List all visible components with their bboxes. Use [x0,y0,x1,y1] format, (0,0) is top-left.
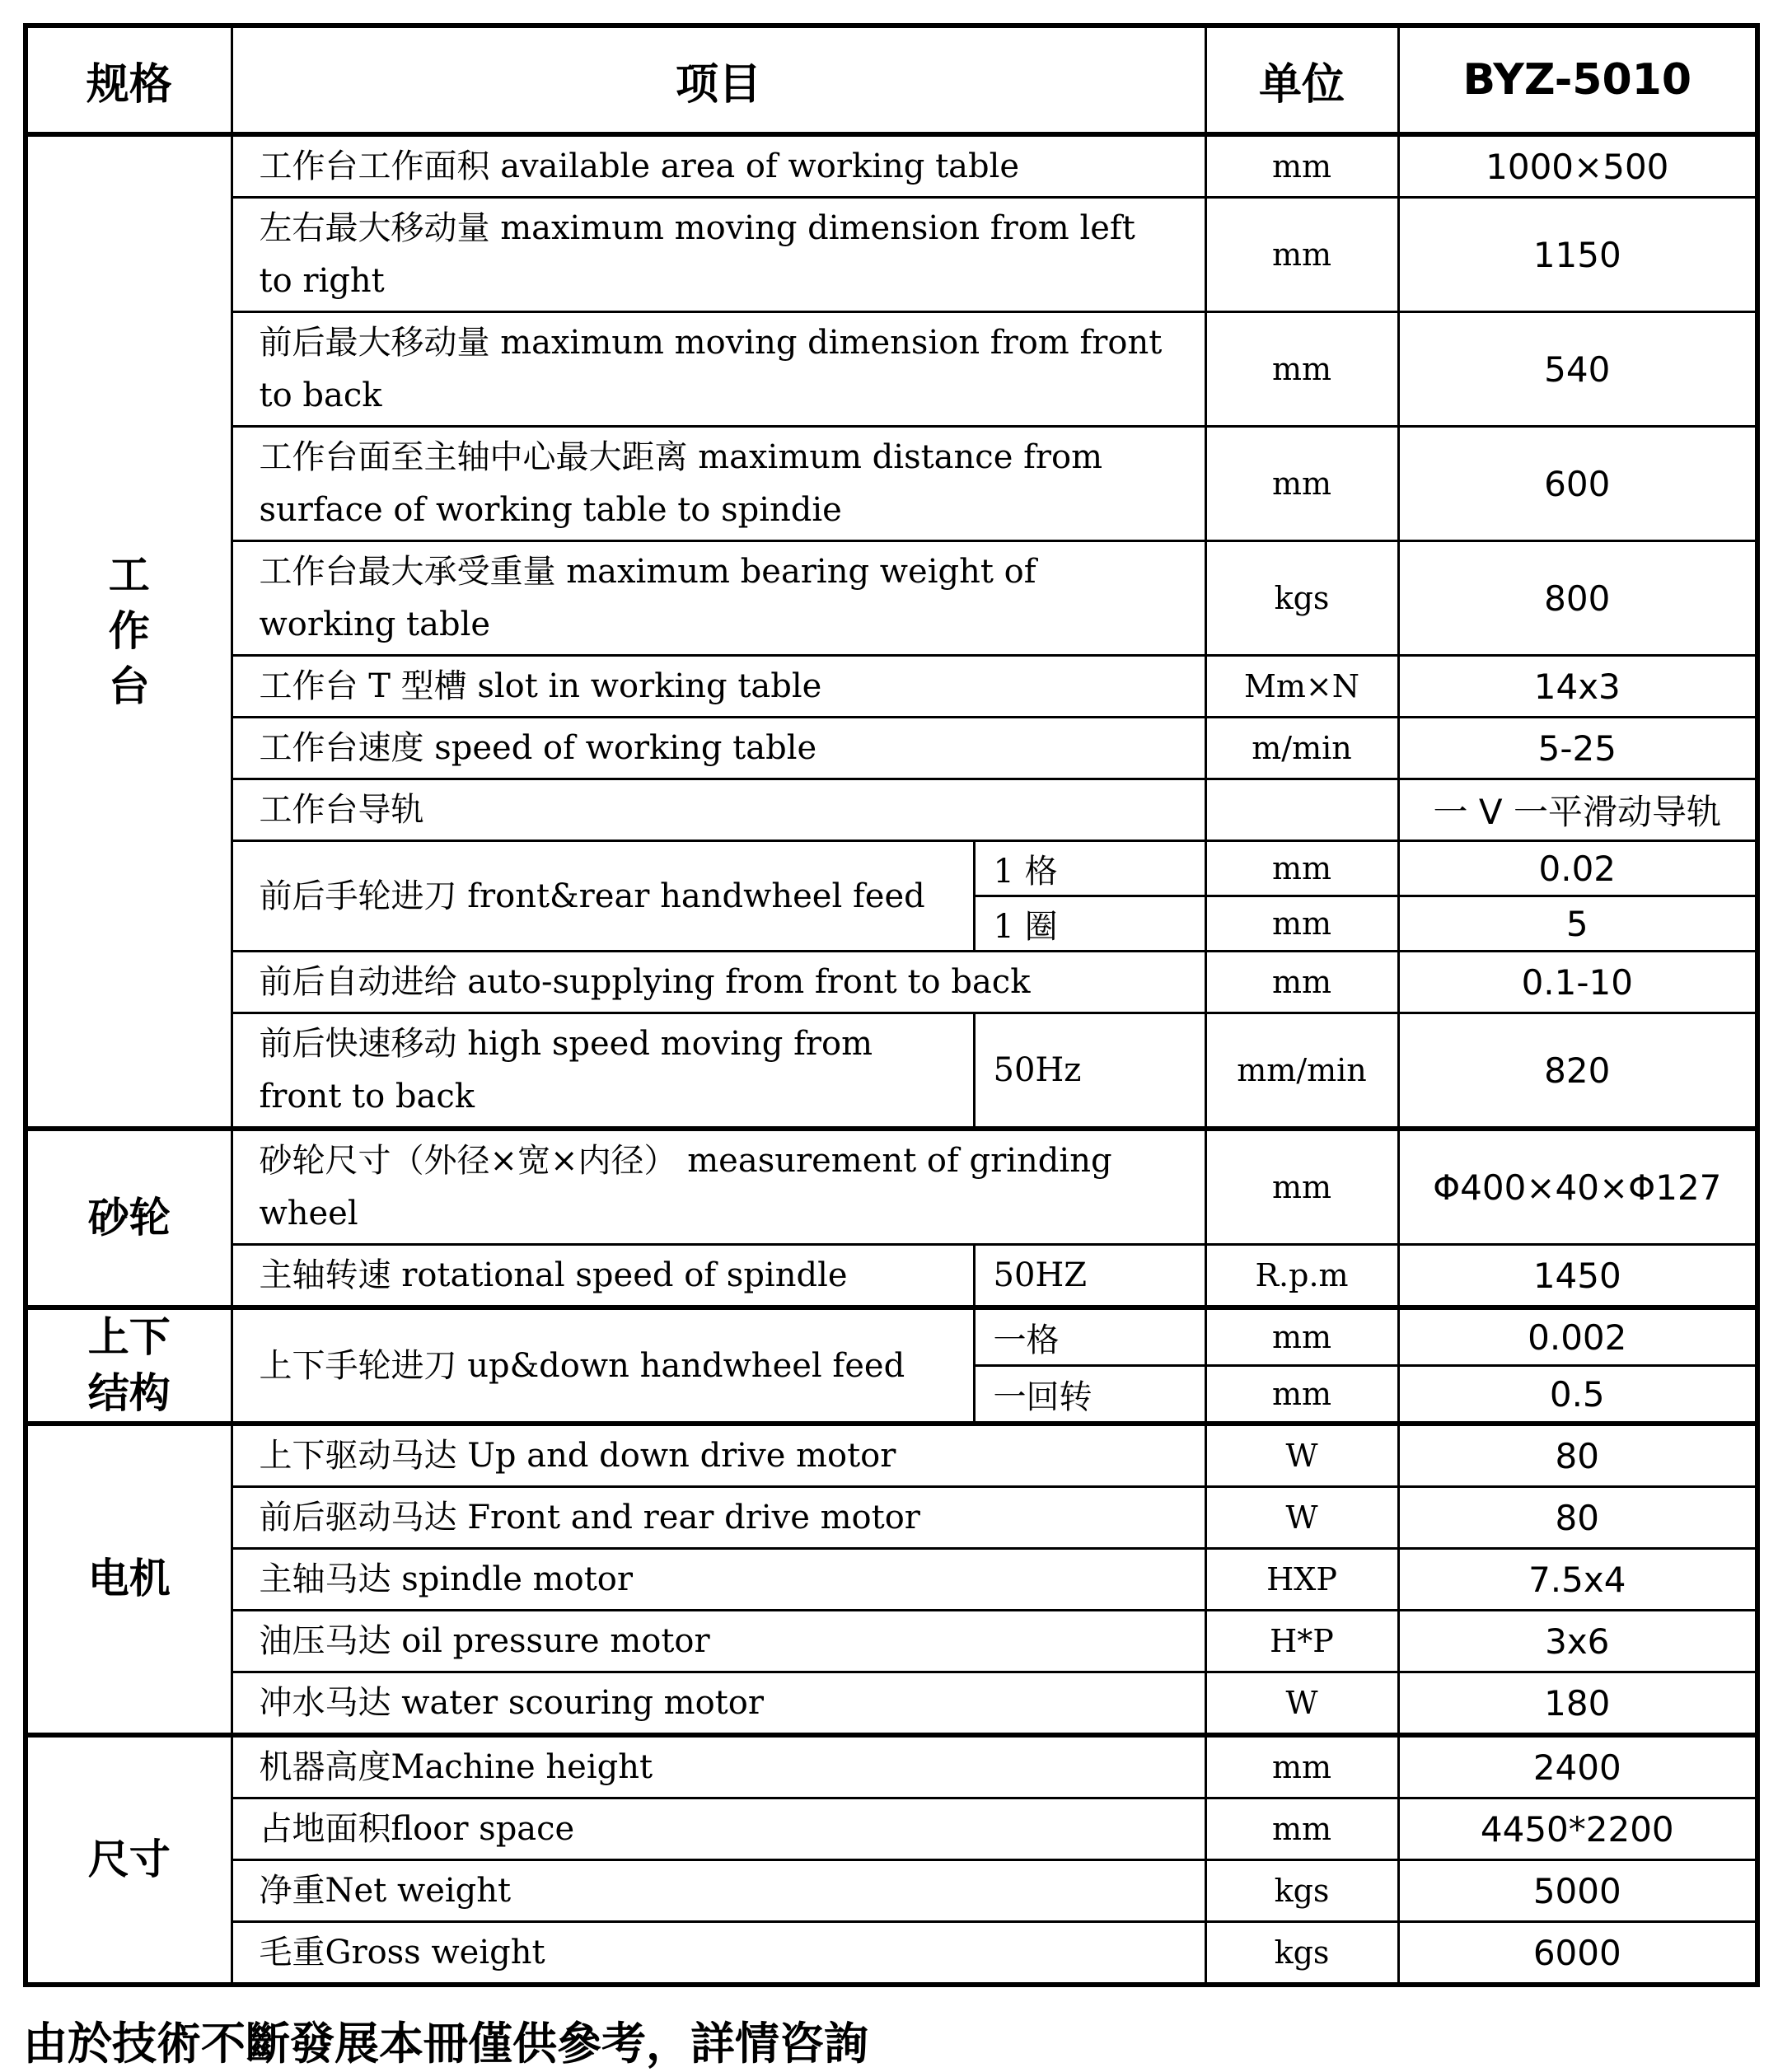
table-row [26,656,1757,718]
unit-cell: mm [1205,134,1398,198]
table-row [26,198,1757,312]
value-cell: 0.5 [1398,1366,1757,1424]
value-cell: 800 [1398,541,1757,656]
table-row [26,1672,1757,1736]
table-row [26,841,1757,896]
value-cell: 600 [1398,427,1757,541]
header-item: 项目 [232,26,1205,134]
item-cell: 左右最大移动量 maximum moving dimension from left to right [232,198,1205,312]
unit-cell: kgs [1205,1922,1398,1985]
unit-cell: mm [1205,198,1398,312]
item-cell: 工作台 T 型槽 slot in working table [232,656,1205,718]
item-cell: 上下驱动马达 Up and down drive motor [232,1424,1205,1487]
value-cell: 1450 [1398,1245,1757,1308]
table-row [26,134,1757,198]
item-cell: 工作台速度 speed of working table [232,718,1205,779]
sub-cell: 1 格 [974,841,1205,896]
value-cell: 540 [1398,312,1757,427]
item-cell: 净重Net weight [232,1860,1205,1922]
table-row [26,1549,1757,1611]
value-cell: 1000×500 [1398,134,1757,198]
section-label: 电机 [26,1424,232,1735]
table-row [26,1487,1757,1549]
item-cell: 主轴马达 spindle motor [232,1549,1205,1611]
unit-cell: mm [1205,896,1398,952]
value-cell: 2400 [1398,1735,1757,1798]
unit-cell: W [1205,1672,1398,1736]
value-cell: 0.1-10 [1398,952,1757,1013]
table-row [26,1424,1757,1487]
item-cell: 前后自动进给 auto-supplying from front to back [232,952,1205,1013]
item-cell: 前后最大移动量 maximum moving dimension from front to back [232,312,1205,427]
section-label: 砂轮 [26,1129,232,1307]
value-cell: 5-25 [1398,718,1757,779]
table-row [26,1013,1757,1130]
unit-cell: mm [1205,841,1398,896]
item-cell: 工作台工作面积 available area of working table [232,134,1205,198]
value-cell: Φ400×40×Φ127 [1398,1129,1757,1245]
value-cell: 180 [1398,1672,1757,1736]
unit-cell: mm [1205,427,1398,541]
unit-cell: m/min [1205,718,1398,779]
table-row [26,1860,1757,1922]
item-cell: 前后驱动马达 Front and rear drive motor [232,1487,1205,1549]
item-cell: 冲水马达 water scouring motor [232,1672,1205,1736]
table-row [26,1307,1757,1366]
item-cell: 油压马达 oil pressure motor [232,1611,1205,1672]
item-cell: 毛重Gross weight [232,1922,1205,1985]
item-cell: 工作台导轨 [232,779,1205,841]
item-cell: 工作台最大承受重量 maximum bearing weight of working table [232,541,1205,656]
unit-cell: mm [1205,1366,1398,1424]
unit-cell: mm [1205,1129,1398,1245]
value-cell: 5000 [1398,1860,1757,1922]
table-row [26,952,1757,1013]
item-cell: 机器高度Machine height [232,1735,1205,1798]
unit-cell: Mm×N [1205,656,1398,718]
value-cell: 7.5x4 [1398,1549,1757,1611]
unit-cell: W [1205,1487,1398,1549]
value-cell: 一 V 一平滑动导轨 [1398,779,1757,841]
sub-cell: 一格 [974,1307,1205,1366]
section-label: 工 作 台 [26,134,232,1129]
sub-cell: 50Hz [974,1013,1205,1130]
value-cell: 0.002 [1398,1307,1757,1366]
value-cell: 80 [1398,1487,1757,1549]
table-row [26,1245,1757,1308]
item-cell: 主轴转速 rotational speed of spindle [232,1245,974,1308]
table-row [26,541,1757,656]
item-cell: 前后手轮进刀 front&rear handwheel feed [232,841,974,952]
unit-cell [1205,779,1398,841]
value-cell: 820 [1398,1013,1757,1130]
sub-cell: 1 圈 [974,896,1205,952]
item-cell: 前后快速移动 high speed moving from front to back [232,1013,974,1130]
sub-cell: 50HZ [974,1245,1205,1308]
unit-cell: kgs [1205,1860,1398,1922]
table-row [26,1735,1757,1798]
unit-cell: H*P [1205,1611,1398,1672]
value-cell: 14x3 [1398,656,1757,718]
table-row [26,718,1757,779]
unit-cell: mm [1205,1307,1398,1366]
item-cell: 砂轮尺寸（外径×宽×内径） measurement of grinding wheel [232,1129,1205,1245]
table-row [26,1922,1757,1985]
sub-cell: 一回转 [974,1366,1205,1424]
value-cell: 5 [1398,896,1757,952]
value-cell: 3x6 [1398,1611,1757,1672]
spec-table [23,23,1760,1987]
table-row [26,779,1757,841]
item-cell: 占地面积floor space [232,1798,1205,1860]
section-label: 上下 结构 [26,1307,232,1424]
unit-cell: mm [1205,1735,1398,1798]
table-row [26,1611,1757,1672]
header-spec: 规格 [26,26,232,134]
item-cell: 上下手轮进刀 up&down handwheel feed [232,1307,974,1424]
unit-cell: mm [1205,952,1398,1013]
unit-cell: mm [1205,312,1398,427]
unit-cell: W [1205,1424,1398,1487]
header-unit: 单位 [1205,26,1398,134]
table-row [26,427,1757,541]
value-cell: 0.02 [1398,841,1757,896]
footer-note: 由於技術不斷發展本冊僅供參考，詳情咨詢 [23,2018,868,2070]
value-cell: 4450*2200 [1398,1798,1757,1860]
table-row [26,312,1757,427]
unit-cell: HXP [1205,1549,1398,1611]
unit-cell: mm/min [1205,1013,1398,1130]
unit-cell: mm [1205,1798,1398,1860]
unit-cell: kgs [1205,541,1398,656]
table-row [26,1129,1757,1245]
item-cell: 工作台面至主轴中心最大距离 maximum distance from surface of working table to spindie [232,427,1205,541]
value-cell: 6000 [1398,1922,1757,1985]
header-row [26,26,1757,134]
header-model: BYZ-5010 [1398,26,1757,134]
value-cell: 80 [1398,1424,1757,1487]
section-label: 尺寸 [26,1735,232,1985]
value-cell: 1150 [1398,198,1757,312]
unit-cell: R.p.m [1205,1245,1398,1308]
table-row [26,1798,1757,1860]
